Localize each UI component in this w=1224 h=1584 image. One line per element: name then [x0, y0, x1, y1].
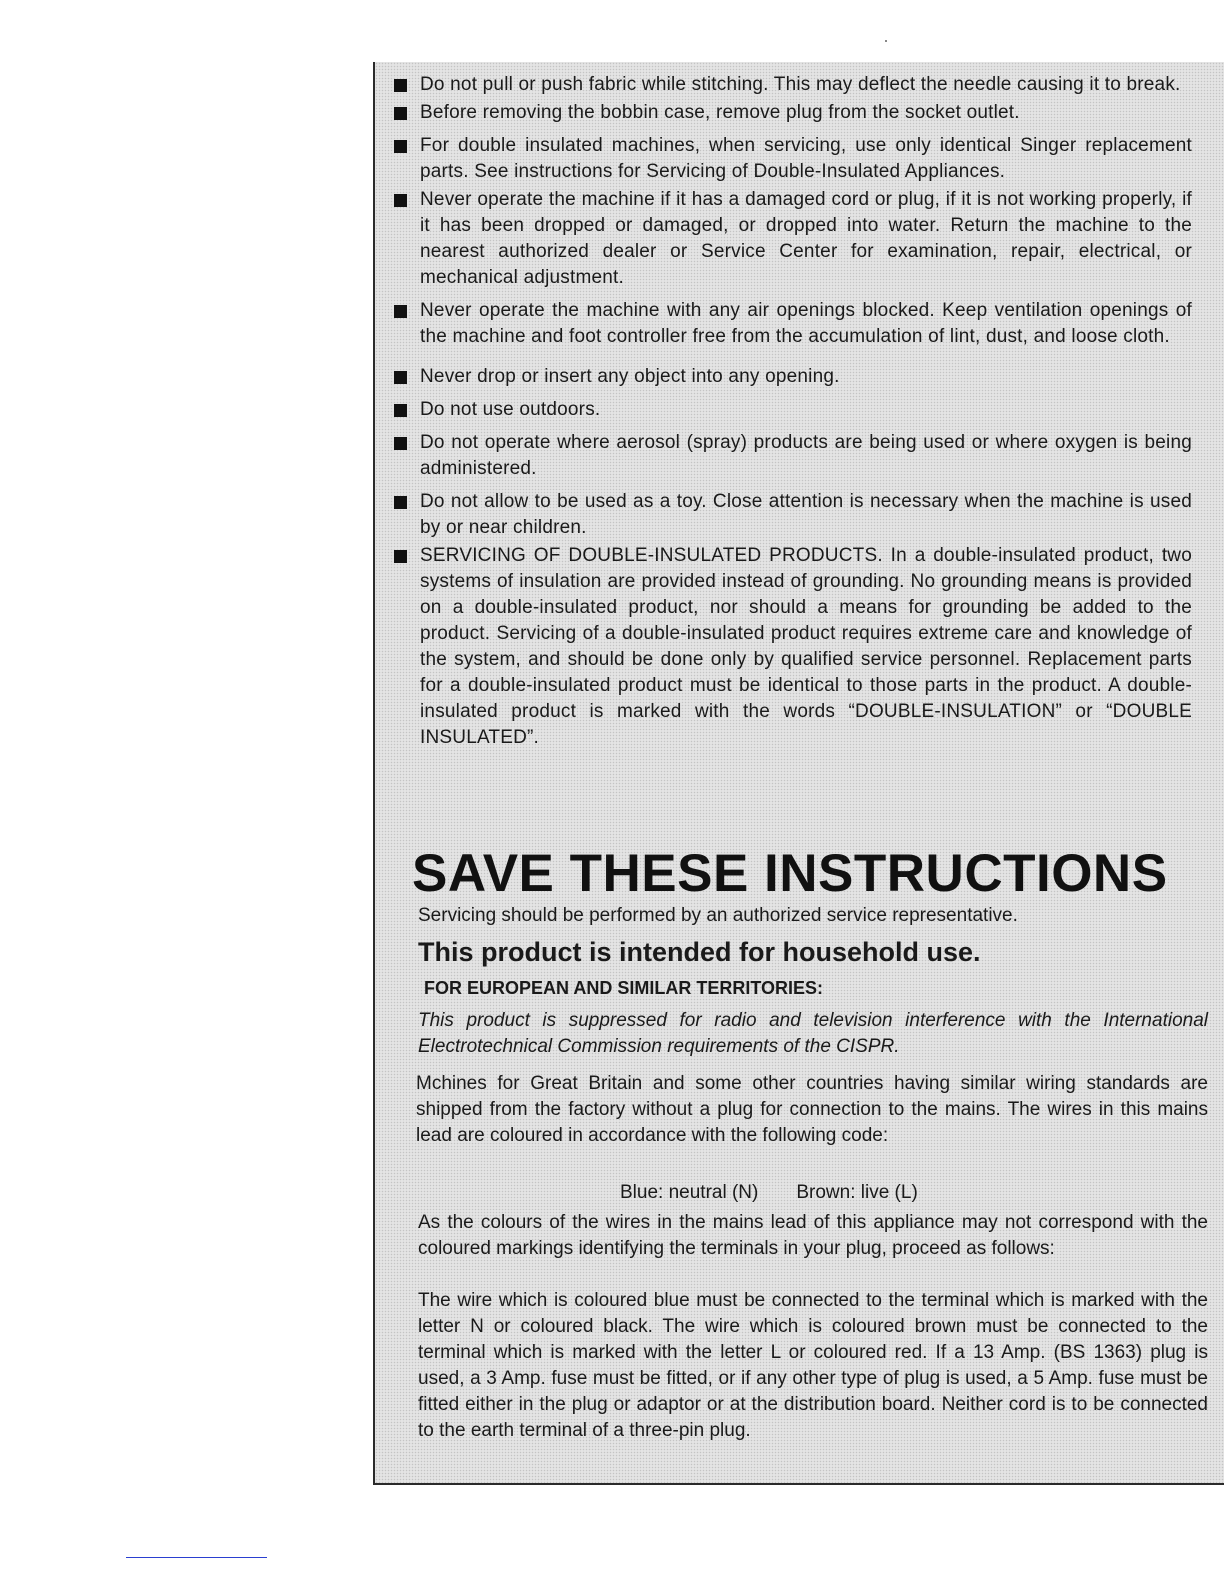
- bullet-square-icon: [394, 140, 407, 153]
- list-item: [392, 489, 1192, 541]
- bullet-square-icon: [394, 496, 407, 509]
- list-item: [392, 397, 1192, 423]
- colours-note: As the colours of the wires in the mains lead of this appliance may not correspond with the coloured markings identifying the terminals in your plug, proceed as follows:: [418, 1212, 1208, 1259]
- list-item-text: For double insulated machines, when servicing, use only identical Singer replacement parts. See instructions for Servicing of Double-Insulated Appliances.: [420, 135, 1192, 182]
- bullet-square-icon: [394, 404, 407, 417]
- list-item: [392, 298, 1192, 350]
- list-item: [392, 430, 1192, 482]
- wire-colour-codes: [620, 1180, 918, 1206]
- bullet-square-icon: [394, 79, 407, 92]
- territories-heading: FOR EUROPEAN AND SIMILAR TERRITORIES:: [424, 978, 824, 998]
- bullet-square-icon: [394, 194, 407, 207]
- bullet-square-icon: [394, 305, 407, 318]
- list-item: [392, 187, 1192, 291]
- connection-note: The wire which is coloured blue must be connected to the terminal which is marked with the letter N or coloured black. The wire which is coloured brown must be connected to the terminal which is marked with the letter L or coloured red. If a 13 Amp. (BS 1363) plug is used, a 3 Amp. fuse must be fitted, or if any other type of plug is used, a 5 Amp. fuse must be fitted either in the plug or adaptor or at the distribution board. Neither cord is to be connected to the earth terminal of a three-pin plug.: [418, 1290, 1208, 1441]
- suppression-note: This product is suppressed for radio and television interference with the International Electrotechnical Commission requirements of the CISPR.: [418, 1010, 1208, 1057]
- list-item: [392, 543, 1192, 751]
- bullet-square-icon: [394, 371, 407, 384]
- bullet-square-icon: [394, 437, 407, 450]
- list-item: [392, 100, 1192, 126]
- scan-speck: [885, 40, 887, 42]
- footnote-rule: [126, 1557, 267, 1558]
- list-item-text: Do not allow to be used as a toy. Close attention is necessary when the machine is used by or near children.: [420, 491, 1192, 538]
- list-item: [392, 133, 1192, 185]
- list-item-text: Never operate the machine with any air openings blocked. Keep ventilation openings of the machine and foot controller free from the accumulation of lint, dust, and loose cloth.: [420, 300, 1192, 347]
- list-item-text: Do not operate where aerosol (spray) products are being used or where oxygen is being administered.: [420, 432, 1192, 479]
- save-instructions-heading: SAVE THESE INSTRUCTIONS: [412, 844, 1168, 903]
- wiring-intro: Mchines for Great Britain and some other countries having similar wiring standards are shipped from the factory without a plug for connection to the mains. The wires in this mains lead are coloured in accordance with the following code:: [416, 1073, 1208, 1146]
- safety-list: [392, 72, 1192, 758]
- list-item-text: Never drop or insert any object into any opening.: [420, 366, 840, 387]
- bullet-square-icon: [394, 107, 407, 120]
- list-item-text: Before removing the bobbin case, remove plug from the socket outlet.: [420, 102, 1020, 123]
- blue-wire-code: Blue: neutral (N): [620, 1182, 759, 1203]
- list-item-text: SERVICING OF DOUBLE-INSULATED PRODUCTS. In a double-insulated product, two systems of insulation are provided instead of grounding. No grounding means is provided on a double-insulated product, nor should a means for grounding be added to the product. Servicing of a double-insulated product requires extreme care and knowledge of the system, and should be done only by qualified service personnel. Replacement parts for a double-insulated product must be identical to those parts in the product. A double-insulated product is marked with the words “DOUBLE-INSULATION” or “DOUBLE INSULATED”.: [420, 545, 1192, 748]
- servicing-note: Servicing should be performed by an authorized service representative.: [418, 905, 1018, 926]
- household-use-heading: This product is intended for household use.: [418, 937, 981, 967]
- list-item-text: Do not pull or push fabric while stitching. This may deflect the needle causing it to break.: [420, 74, 1181, 95]
- list-item-text: Never operate the machine if it has a damaged cord or plug, if it is not working properly, if it has been dropped or damaged, or dropped into water. Return the machine to the nearest authorized dealer or Service Center for examination, repair, electrical, or mechanical adjustment.: [420, 189, 1192, 288]
- list-item-text: Do not use outdoors.: [420, 399, 601, 420]
- list-item: [392, 364, 1192, 390]
- bullet-square-icon: [394, 550, 407, 563]
- brown-wire-code: Brown: live (L): [796, 1182, 918, 1203]
- list-item: [392, 72, 1192, 98]
